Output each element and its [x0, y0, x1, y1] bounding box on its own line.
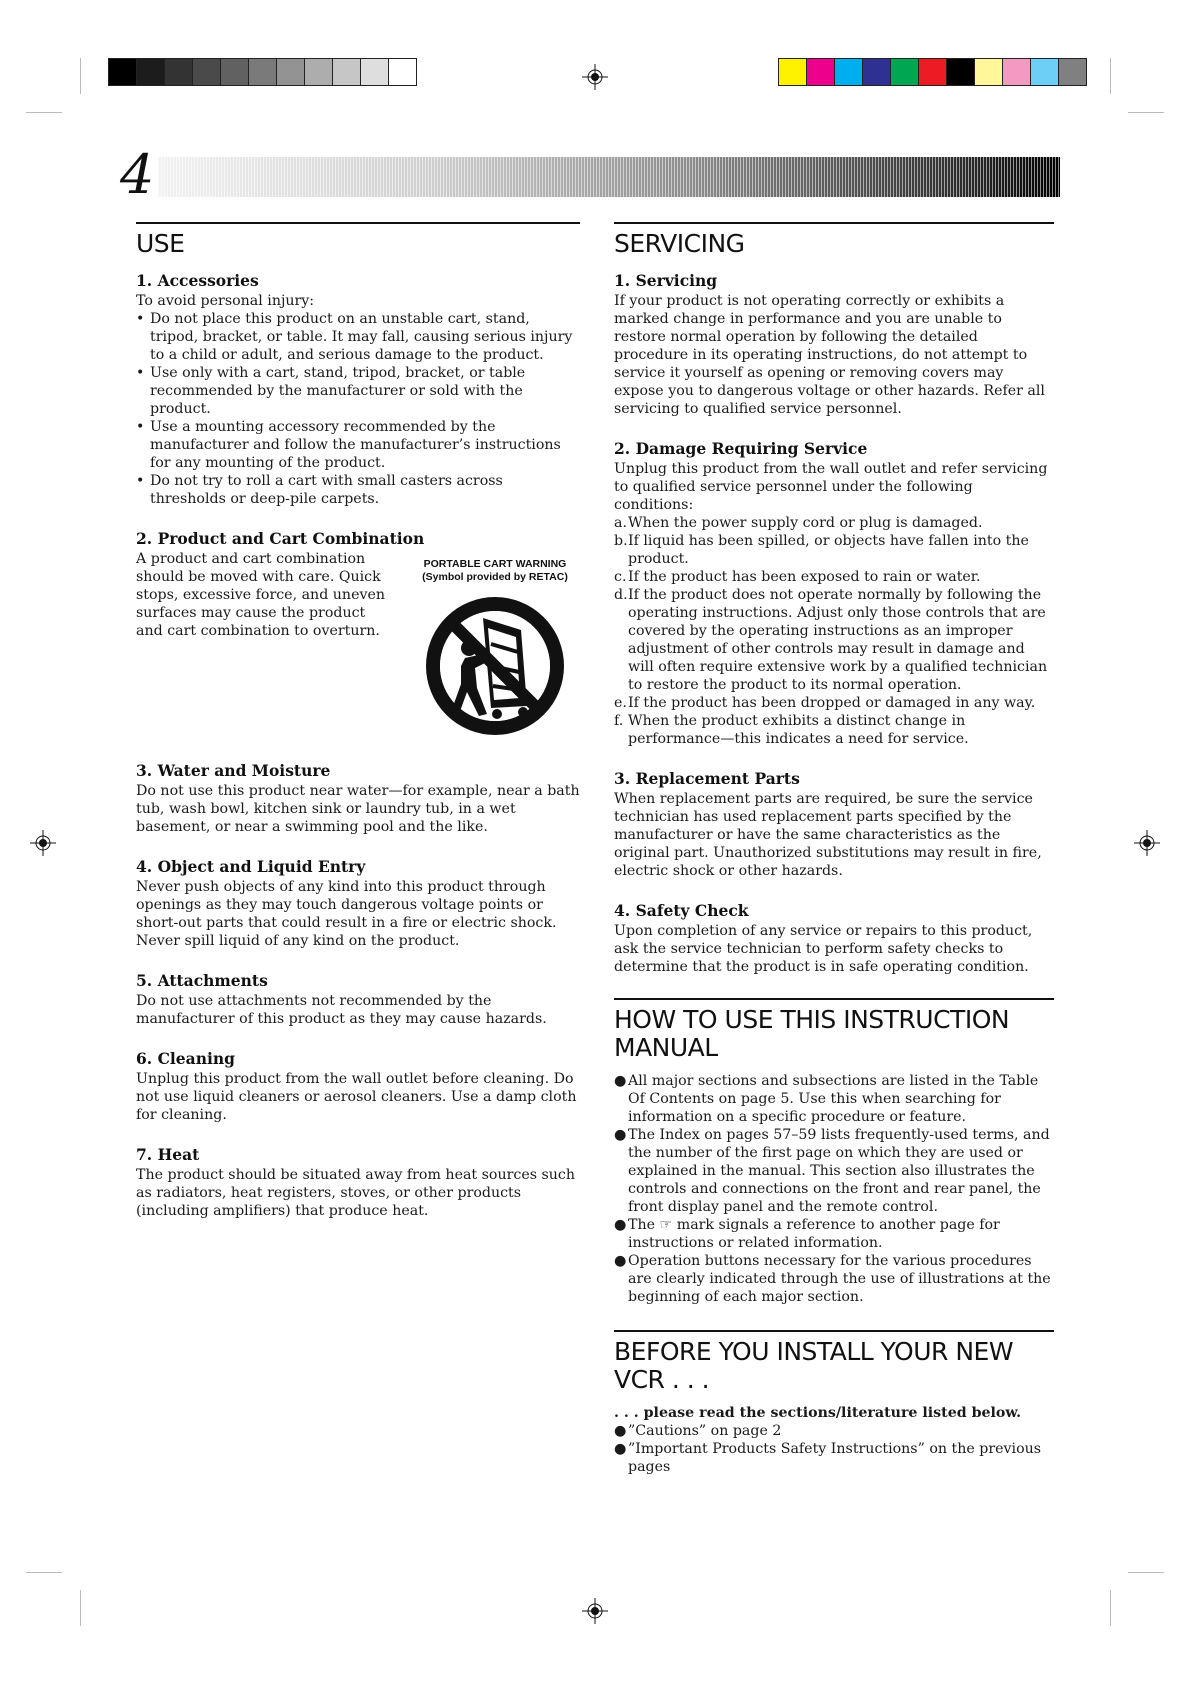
cart-warning-figure: [410, 550, 580, 736]
color-swatch: [834, 59, 862, 85]
color-swatch: [890, 59, 918, 85]
portable-cart-warning-icon: [425, 596, 565, 736]
gray-swatch: [388, 59, 416, 85]
subsection-body: A product and cart combination should be moved with care. Quick stops, excessive force, and uneven surfaces may cause the product and cart combination to overturn.: [136, 551, 386, 639]
list-item: • Use a mounting accessory recommended by the manufacturer and follow the manufacturer’s instructions for any mounting of the product.: [136, 419, 561, 471]
list-item: e. If the product has been dropped or damaged in any way.: [614, 695, 1036, 711]
gray-swatch: [109, 59, 136, 85]
subsection-accessories: [136, 272, 580, 508]
color-swatch: [806, 59, 834, 85]
subsection-heading: 5. Attachments: [136, 971, 268, 990]
subsection-intro: To avoid personal injury:: [136, 293, 315, 309]
subsection-water-moisture: [136, 762, 580, 836]
subsection-heading: 4. Safety Check: [614, 901, 749, 920]
how-to-use-list: [614, 1072, 1054, 1306]
list-item: f. When the product exhibits a distinct change in performance—this indicates a need for service.: [614, 713, 969, 747]
gray-swatch: [276, 59, 304, 85]
subsection-heading: 1. Accessories: [136, 271, 259, 290]
color-swatch: [1058, 59, 1086, 85]
color-swatch: [974, 59, 1002, 85]
color-swatch: [1002, 59, 1030, 85]
list-item: ● All major sections and subsections are listed in the Table Of Contents on page 5. Use this when searching for information on a specific procedure or feature.: [614, 1073, 1039, 1125]
gray-swatch: [164, 59, 192, 85]
section-title-how-to-use: HOW TO USE THIS INSTRUCTION MANUAL: [614, 998, 1054, 1062]
subsection-body: The product should be situated away from heat sources such as radiators, heat registers, stoves, or other products (including amplifiers) that produce heat.: [136, 1167, 576, 1219]
subsection-heading: 3. Replacement Parts: [614, 769, 800, 788]
gray-swatch: [248, 59, 276, 85]
crop-mark: [1110, 58, 1111, 94]
crop-mark: [1128, 112, 1164, 113]
crop-mark: [80, 1590, 81, 1626]
subsection-body: Do not use attachments not recommended by the manufacturer of this product as they may cause hazards.: [136, 993, 547, 1027]
gray-swatch: [136, 59, 164, 85]
subsection-cleaning: [136, 1050, 580, 1124]
gray-swatch: [332, 59, 360, 85]
list-item: ● ”Important Products Safety Instructions” on the previous pages: [614, 1441, 1042, 1475]
crop-mark: [26, 112, 62, 113]
before-install-section: [614, 1404, 1054, 1476]
subsection-heading: 6. Cleaning: [136, 1049, 235, 1068]
crop-mark: [1110, 1590, 1111, 1626]
subsection-body: When replacement parts are required, be sure the service technician has used replacement parts specified by the manufacturer or have the same characteristics as the original part. Unauthorized substitutions may result in fire, electric shock or other hazards.: [614, 791, 1042, 879]
subsection-safety-check: [614, 902, 1054, 976]
subsection-heading: 1. Servicing: [614, 271, 718, 290]
color-swatch: [1030, 59, 1058, 85]
gray-swatch: [360, 59, 388, 85]
subsection-servicing: [614, 272, 1054, 418]
before-install-lead: . . . please read the sections/literature listed below.: [614, 1405, 1022, 1421]
crop-mark: [26, 1572, 62, 1573]
crop-mark: [80, 58, 81, 94]
section-title-servicing: SERVICING: [614, 222, 1054, 258]
page-number: 4: [120, 143, 155, 206]
subsection-heading: 4. Object and Liquid Entry: [136, 857, 366, 876]
grayscale-calibration-bar: [108, 58, 417, 86]
list-item: ● Operation buttons necessary for the various procedures are clearly indicated through the use of illustrations at the beginning of each major section.: [614, 1253, 1051, 1305]
color-swatch: [918, 59, 946, 85]
subsection-heading: 2. Damage Requiring Service: [614, 439, 868, 458]
subsection-replacement-parts: [614, 770, 1054, 880]
color-swatch: [779, 59, 806, 85]
registration-target-icon: [582, 64, 608, 90]
subsection-body: Upon completion of any service or repairs to this product, ask the service technician to perform safety checks to determine that the product is in safe operating condition.: [614, 923, 1033, 975]
right-column: [614, 222, 1054, 1498]
gray-swatch: [192, 59, 220, 85]
color-calibration-bar: [778, 58, 1087, 86]
before-install-list: [614, 1422, 1054, 1476]
subsection-heat: [136, 1146, 580, 1220]
list-item: d. If the product does not operate normally by following the operating instructions. Adjust only those controls that are covered by the operating instructions as an improper adjustment of other controls may result in damage and will often require extensive work by a qualified technician to restore the product to its normal operation.: [614, 587, 1048, 693]
subsection-attachments: [136, 972, 580, 1028]
header-gradient-band: [158, 157, 1060, 197]
list-item: ● ”Cautions” on page 2: [614, 1423, 782, 1439]
cart-warning-source: (Symbol provided by RETAC): [422, 571, 568, 583]
list-item: ● The ☞ mark signals a reference to another page for instructions or related information.: [614, 1217, 1000, 1251]
list-item: • Use only with a cart, stand, tripod, bracket, or table recommended by the manufacturer or sold with the product.: [136, 365, 526, 417]
subsection-heading: 3. Water and Moisture: [136, 761, 331, 780]
list-item: ● The Index on pages 57–59 lists frequently-used terms, and the number of the first page on which they are used or explained in the manual. This section also illustrates the controls and connections on the front and rear panel, the front display panel and the remote control.: [614, 1127, 1050, 1215]
subsection-damage-requiring-service: [614, 440, 1054, 748]
gray-swatch: [304, 59, 332, 85]
subsection-body: Do not use this product near water—for example, near a bath tub, wash bowl, kitchen sink or laundry tub, in a wet basement, or near a swimming pool and the like.: [136, 783, 580, 835]
accessories-list: [136, 310, 580, 508]
cart-warning-caption: PORTABLE CART WARNING: [423, 558, 567, 570]
crop-mark: [1128, 1572, 1164, 1573]
section-title-use: USE: [136, 222, 580, 258]
damage-conditions-list: [614, 514, 1054, 748]
registration-target-icon: [30, 830, 56, 856]
list-item: c. If the product has been exposed to rain or water.: [614, 569, 981, 585]
subsection-heading: 7. Heat: [136, 1145, 200, 1164]
subsection-intro: Unplug this product from the wall outlet and refer servicing to qualified service personnel under the following conditions:: [614, 461, 1048, 513]
gray-swatch: [220, 59, 248, 85]
subsection-cart-combination: [136, 530, 580, 736]
list-item: • Do not try to roll a cart with small casters across thresholds or deep-pile carpets.: [136, 473, 503, 507]
list-item: a. When the power supply cord or plug is damaged.: [614, 515, 983, 531]
color-swatch: [946, 59, 974, 85]
subsection-body: If your product is not operating correctly or exhibits a marked change in performance and you are unable to restore normal operation by following the detailed procedure in its operating instructions, do not attempt to service it yourself as opening or removing covers may expose you to dangerous voltage or other hazards. Refer all servicing to qualified service personnel.: [614, 293, 1045, 417]
color-swatch: [862, 59, 890, 85]
subsection-object-liquid-entry: [136, 858, 580, 950]
registration-target-icon: [1134, 830, 1160, 856]
subsection-heading: 2. Product and Cart Combination: [136, 529, 425, 548]
how-to-use-section: [614, 1072, 1054, 1306]
section-title-before-install: BEFORE YOU INSTALL YOUR NEW VCR . . .: [614, 1330, 1054, 1394]
left-column: [136, 222, 580, 1242]
list-item: b. If liquid has been spilled, or objects have fallen into the product.: [614, 533, 1029, 567]
registration-target-icon: [582, 1598, 608, 1624]
list-item: • Do not place this product on an unstable cart, stand, tripod, bracket, or table. It may fall, causing serious injury to a child or adult, and serious damage to the product.: [136, 311, 573, 363]
subsection-body: Never push objects of any kind into this product through openings as they may touch dangerous voltage points or short-out parts that could result in a fire or electric shock. Never spill liquid of any kind on the product.: [136, 879, 557, 949]
subsection-body: Unplug this product from the wall outlet before cleaning. Do not use liquid cleaners or aerosol cleaners. Use a damp cloth for cleaning.: [136, 1071, 577, 1123]
